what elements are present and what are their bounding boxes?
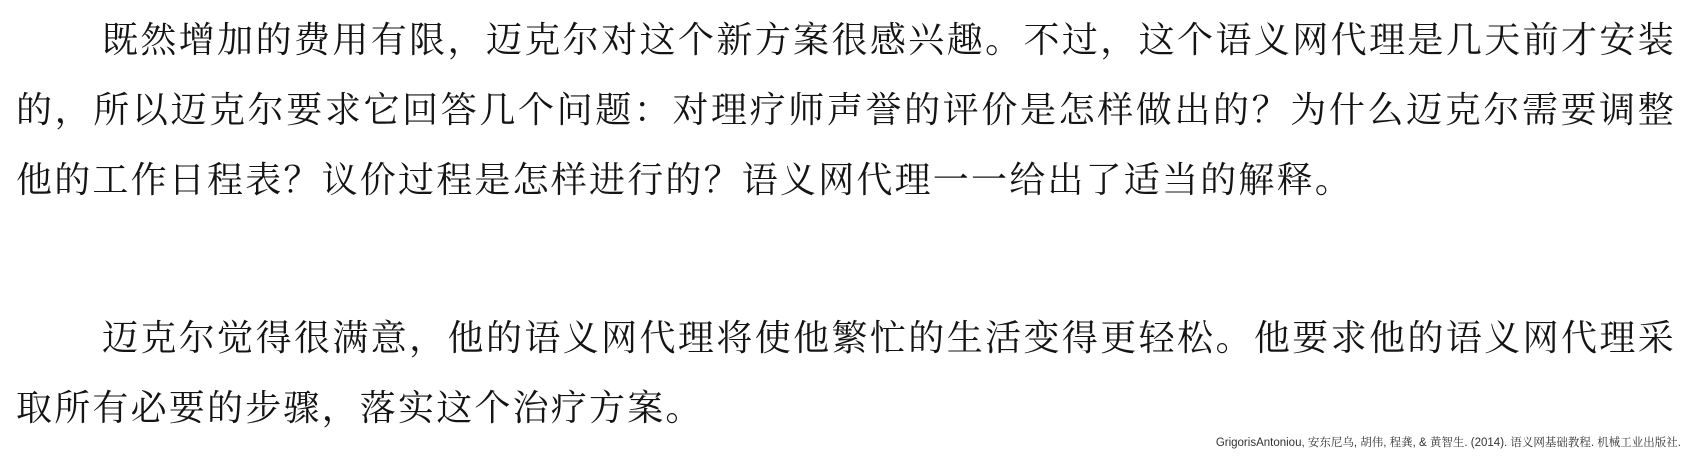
citation-text: GrigorisAntoniou, 安东尼乌, 胡伟, 程龚, & 黄智生. (2014). 语义网基础教程. 机械工业出版社. [1215, 437, 1681, 449]
paragraph-1: 既然增加的费用有限，迈克尔对这个新方案很感兴趣。不过，这个语义网代理是几天前才安装的，所以迈克尔要求它回答几个问题：对理疗师声誉的评价是怎样做出的？为什么迈克尔需要调整他的工作日程表？议价过程是怎样进行的？语义网代理一一给出了适当的解释。 [16, 20, 1676, 201]
paragraph-2: 迈克尔觉得很满意，他的语义网代理将使他繁忙的生活变得更轻松。他要求他的语义网代理采取所有必要的步骤，落实这个治疗方案。 [16, 318, 1676, 429]
